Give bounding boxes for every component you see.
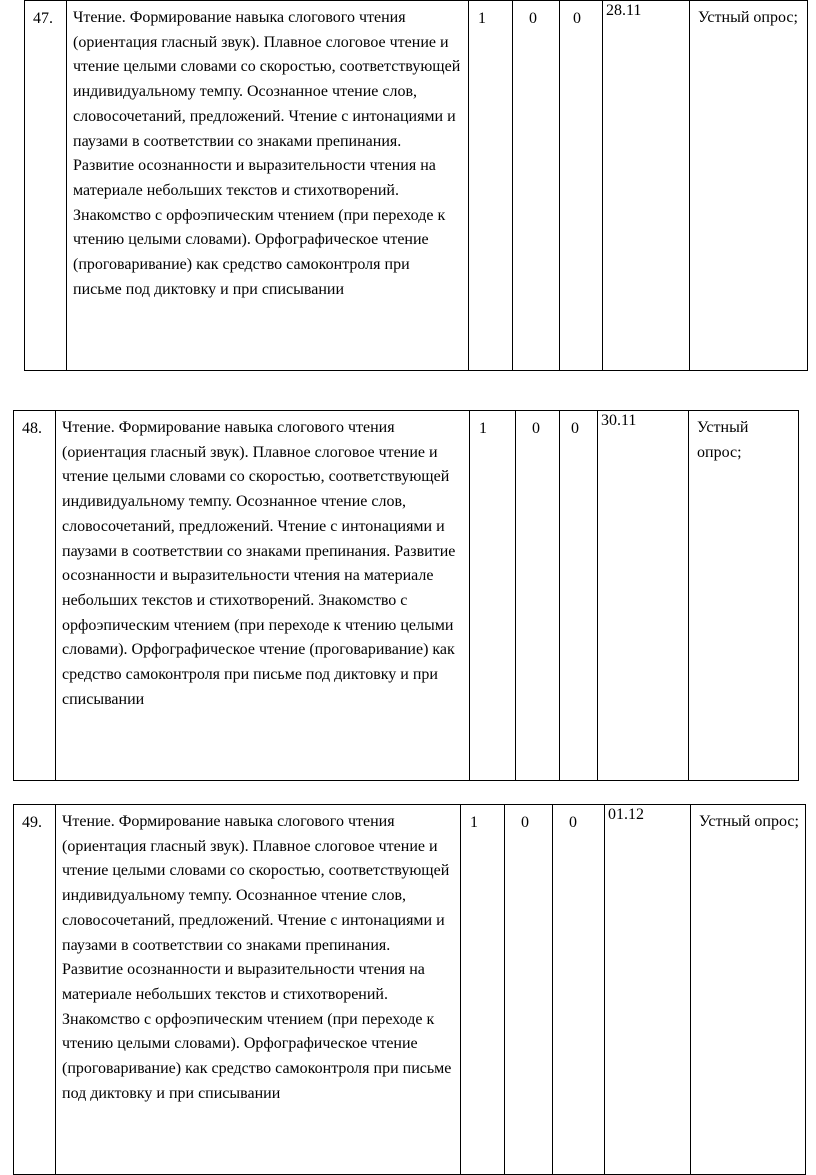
- col3-cell: [560, 411, 598, 781]
- table-row: [14, 411, 799, 781]
- control-cell: [691, 805, 806, 1175]
- hours-value: 1: [478, 10, 486, 27]
- lesson-topic: Чтение. Формирование навыка слогового чтения (ориентация гласный звук). Плавное слоговое чтение и чтение целыми словами со скоростью, соответствующей индивидуальному темпу. Осознанное чтение слов, словосочетаний, предложений. Чтение с интонациями и паузами в соответствии со знаками препинания. Развитие осознанности и выразительности чтения на материале небольших текстов и стихотворений. Знакомство с орфоэпическим чтением (при переходе к чтению целыми словами). Орфографическое чтение (проговаривание) как средство самоконтроля при письме под диктовку и при списывании: [73, 9, 461, 298]
- table-row: [25, 1, 808, 371]
- date-cell: [605, 805, 691, 1175]
- lesson-number: 47.: [33, 10, 53, 27]
- col3-cell: [553, 805, 605, 1175]
- table-row: [14, 805, 806, 1175]
- col2-cell: [513, 1, 560, 371]
- col3-value: 0: [573, 10, 581, 27]
- date-cell: [598, 411, 689, 781]
- control-cell: [690, 1, 808, 371]
- lesson-table-48: [13, 410, 799, 781]
- col2-cell: [516, 411, 560, 781]
- lesson-number: 49.: [22, 814, 42, 831]
- hours-value: 1: [479, 420, 487, 437]
- col3-cell: [560, 1, 603, 371]
- col3-value: 0: [571, 420, 579, 437]
- lesson-table-49: [13, 804, 806, 1175]
- lesson-date: 30.11: [601, 412, 637, 429]
- lesson-number-cell: [14, 411, 56, 781]
- lesson-number-cell: [25, 1, 67, 371]
- lesson-topic: Чтение. Формирование навыка слогового чтения (ориентация гласный звук). Плавное слоговое чтение и чтение целыми словами со скоростью, соответствующей индивидуальному темпу. Осознанное чтение слов, словосочетаний, предложений. Чтение с интонациями и паузами в соответствии со знаками препинания. Развитие осознанности и выразительности чтения на материале небольших текстов и стихотворений. Знакомство с орфоэпическим чтением (при переходе к чтению целыми словами). Орфографическое чтение (проговаривание) как средство самоконтроля при письме под диктовку и при списывании: [62, 419, 456, 708]
- lesson-topic: Чтение. Формирование навыка слогового чтения (ориентация гласный звук). Плавное слоговое чтение и чтение целыми словами со скоростью, соответствующей индивидуальному темпу. Осознанное чтение слов, словосочетаний, предложений. Чтение с интонациями и паузами в соответствии со знаками препинания. Развитие осознанности и выразительности чтения на материале небольших текстов и стихотворений. Знакомство с орфоэпическим чтением (при переходе к чтению целыми словами). Орфографическое чтение (проговаривание) как средство самоконтроля при письме под диктовку и при списывании: [62, 813, 452, 1102]
- control-form: Устный опрос;: [699, 813, 799, 830]
- control-form: Устный опрос;: [697, 419, 749, 461]
- col2-value: 0: [532, 420, 540, 437]
- hours-cell: [470, 411, 516, 781]
- col2-cell: [505, 805, 553, 1175]
- hours-cell: [461, 805, 505, 1175]
- lesson-date: 28.11: [606, 2, 642, 19]
- lesson-table-47: [24, 0, 808, 371]
- lesson-topic-cell: [56, 411, 470, 781]
- hours-value: 1: [470, 814, 478, 831]
- lesson-topic-cell: [56, 805, 461, 1175]
- lesson-date: 01.12: [608, 806, 644, 823]
- date-cell: [603, 1, 690, 371]
- lesson-topic-cell: [67, 1, 469, 371]
- hours-cell: [469, 1, 513, 371]
- col2-value: 0: [529, 10, 537, 27]
- control-cell: [689, 411, 799, 781]
- lesson-number: 48.: [22, 420, 42, 437]
- control-form: Устный опрос;: [698, 9, 798, 26]
- lesson-number-cell: [14, 805, 56, 1175]
- col3-value: 0: [569, 814, 577, 831]
- col2-value: 0: [521, 814, 529, 831]
